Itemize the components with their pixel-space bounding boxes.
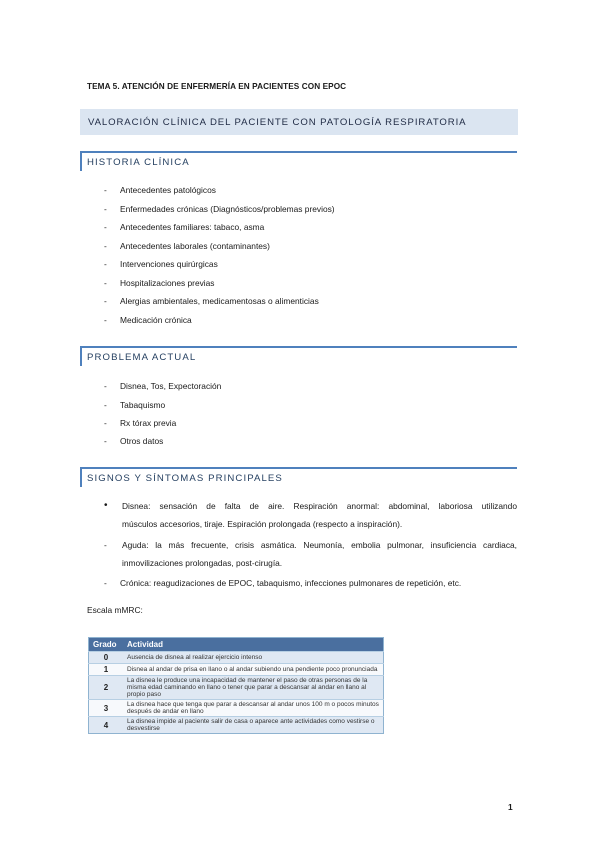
disnea-line-1: Disnea: sensación de falta de aire. Respiración anormal: abdominal, laboriosa utilizando [122,501,517,511]
list-item: - Antecedentes familiares: tabaco, asma [104,222,265,232]
cronica-line: Crónica: reagudizaciones de EPOC, tabaquismo, infecciones pulmonares de repetición, etc. [120,578,462,588]
list-item: - Antecedentes patológicos [104,185,216,195]
section-title: PROBLEMA ACTUAL [87,352,197,363]
activity-cell: Ausencia de disnea al realizar ejercicio intenso [123,652,384,664]
page-number: 1 [508,802,513,812]
grade-cell: 4 [89,717,124,734]
list-item: - Tabaquismo [104,400,166,410]
list-item: - Rx tórax previa [104,418,177,428]
list-item: - Disnea, Tos, Expectoración [104,381,222,391]
page-header: TEMA 5. ATENCIÓN DE ENFERMERÍA EN PACIENTES CON EPOC [87,82,347,91]
list-item: - Alergias ambientales, medicamentosas o alimenticias [104,296,319,306]
list-item: - Medicación crónica [104,315,192,325]
activity-cell: La disnea le produce una incapacidad de mantener el paso de otras personas de la misma edad caminando en llano o tener que parar a descansar al andar en llano al propio paso [123,676,384,700]
activity-cell: Disnea al andar de prisa en llano o al andar subiendo una pendiente poco pronunciada [123,664,384,676]
mmrc-table [88,637,384,734]
grade-cell: 2 [89,676,124,700]
title-band [80,109,518,135]
list-item: - Intervenciones quirúrgicas [104,259,218,269]
section-heading-historia [80,151,517,171]
grade-cell: 3 [89,700,124,717]
activity-cell: La disnea hace que tenga que parar a descansar al andar unos 100 m o pocos minutos después de andar en llano [123,700,384,717]
table-row [89,676,384,700]
dash-icon: - [104,540,107,550]
section-title: HISTORIA CLÍNICA [87,157,190,168]
grade-cell: 0 [89,652,124,664]
section-heading-signos [80,467,517,487]
dash-icon: - [104,578,107,588]
grade-cell: 1 [89,664,124,676]
column-header: Actividad [123,638,384,652]
table-row [89,717,384,734]
table-header-row [89,638,384,652]
list-item: - Antecedentes laborales (contaminantes) [104,241,270,251]
list-item: - Hospitalizaciones previas [104,278,215,288]
disnea-line-2: músculos accesorios, tiraje. Espiración prolongada (respecto a inspiración). [122,519,403,529]
aguda-line-2: inmovilizaciones prolongadas, post-cirugía. [122,558,283,568]
table-row [89,652,384,664]
list-item: - Enfermedades crónicas (Diagnósticos/problemas previos) [104,204,335,214]
table-row [89,700,384,717]
column-header: Grado [89,638,124,652]
activity-cell: La disnea impide al paciente salir de casa o aparece ante actividades como vestirse o desvestirse [123,717,384,734]
section-title: SIGNOS Y SÍNTOMAS PRINCIPALES [87,473,283,484]
page-title: VALORACIÓN CLÍNICA DEL PACIENTE CON PATOLOGÍA RESPIRATORIA [88,117,467,128]
bullet-icon: • [104,500,108,511]
list-item: - Otros datos [104,436,164,446]
table-row [89,664,384,676]
aguda-line-1: Aguda: la más frecuente, crisis asmática. Neumonía, embolia pulmonar, insuficiencia cardiaca, [122,540,517,550]
scale-label: Escala mMRC: [87,605,143,615]
section-heading-problema [80,346,517,366]
